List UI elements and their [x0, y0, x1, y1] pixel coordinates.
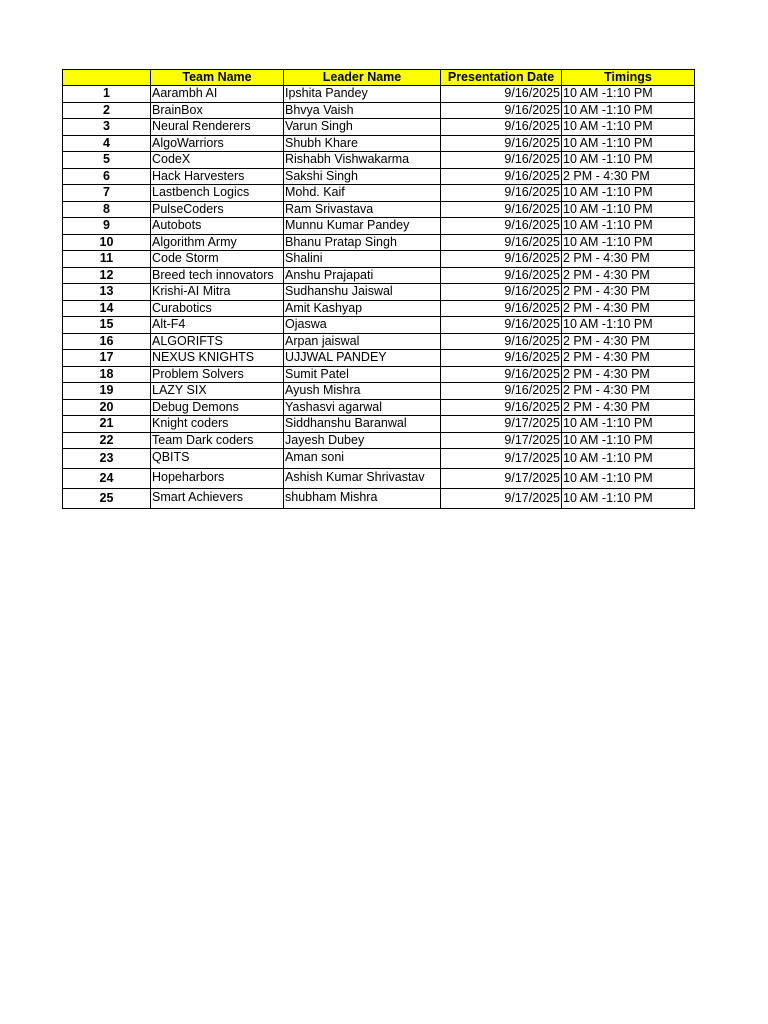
presentation-date-cell[interactable]: 9/16/2025	[441, 86, 562, 103]
row-number[interactable]: 20	[63, 399, 151, 416]
table-row	[63, 350, 695, 367]
timings-cell[interactable]: 2 PM - 4:30 PM	[562, 399, 695, 416]
timings-cell[interactable]: 10 AM -1:10 PM	[562, 135, 695, 152]
presentation-date-cell[interactable]: 9/16/2025	[441, 119, 562, 136]
row-number[interactable]: 6	[63, 168, 151, 185]
team-name-cell[interactable]: CodeX	[151, 152, 284, 169]
timings-cell[interactable]: 2 PM - 4:30 PM	[562, 284, 695, 301]
row-number[interactable]: 4	[63, 135, 151, 152]
team-name-cell[interactable]: NEXUS KNIGHTS	[151, 350, 284, 367]
timings-cell[interactable]: 10 AM -1:10 PM	[562, 489, 695, 509]
header-presentation-date[interactable]: Presentation Date	[441, 70, 562, 86]
leader-name-cell[interactable]: Shalini	[284, 251, 441, 268]
leader-name-cell[interactable]: Sumit Patel	[284, 366, 441, 383]
row-number[interactable]: 18	[63, 366, 151, 383]
presentation-date-cell[interactable]: 9/16/2025	[441, 267, 562, 284]
presentation-date-cell[interactable]: 9/16/2025	[441, 102, 562, 119]
team-name-cell[interactable]: Breed tech innovators	[151, 267, 284, 284]
team-name-cell[interactable]: BrainBox	[151, 102, 284, 119]
table-row	[63, 489, 695, 509]
timings-cell[interactable]: 10 AM -1:10 PM	[562, 449, 695, 469]
timings-cell[interactable]: 10 AM -1:10 PM	[562, 119, 695, 136]
team-name-cell[interactable]: Alt-F4	[151, 317, 284, 334]
header-timings[interactable]: Timings	[562, 70, 695, 86]
leader-name-cell[interactable]: Varun Singh	[284, 119, 441, 136]
header-team-name[interactable]: Team Name	[151, 70, 284, 86]
timings-cell[interactable]: 2 PM - 4:30 PM	[562, 350, 695, 367]
header-number[interactable]	[63, 70, 151, 86]
table-body	[63, 86, 695, 509]
leader-name-cell[interactable]: Rishabh Vishwakarma	[284, 152, 441, 169]
row-number[interactable]: 25	[63, 489, 151, 509]
row-number[interactable]: 10	[63, 234, 151, 251]
presentation-date-cell[interactable]: 9/16/2025	[441, 399, 562, 416]
leader-name-cell[interactable]: Sakshi Singh	[284, 168, 441, 185]
table-row	[63, 366, 695, 383]
row-number[interactable]: 15	[63, 317, 151, 334]
team-name-cell[interactable]: PulseCoders	[151, 201, 284, 218]
team-name-cell[interactable]: Problem Solvers	[151, 366, 284, 383]
leader-name-cell[interactable]: Aman soni	[284, 449, 441, 469]
timings-cell[interactable]: 10 AM -1:10 PM	[562, 416, 695, 433]
timings-cell[interactable]: 10 AM -1:10 PM	[562, 185, 695, 202]
leader-name-cell[interactable]: Munnu Kumar Pandey	[284, 218, 441, 235]
table-row	[63, 119, 695, 136]
timings-cell[interactable]: 10 AM -1:10 PM	[562, 86, 695, 103]
row-number[interactable]: 11	[63, 251, 151, 268]
row-number[interactable]: 7	[63, 185, 151, 202]
leader-name-cell[interactable]: Sudhanshu Jaiswal	[284, 284, 441, 301]
presentation-date-cell[interactable]: 9/17/2025	[441, 469, 562, 489]
leader-name-cell[interactable]: Siddhanshu Baranwal	[284, 416, 441, 433]
presentation-date-cell[interactable]: 9/16/2025	[441, 284, 562, 301]
presentation-date-cell[interactable]: 9/16/2025	[441, 218, 562, 235]
leader-name-cell[interactable]: Bhvya Vaish	[284, 102, 441, 119]
table-row	[63, 168, 695, 185]
presentation-date-cell[interactable]: 9/16/2025	[441, 300, 562, 317]
row-number[interactable]: 3	[63, 119, 151, 136]
team-name-cell[interactable]: Knight coders	[151, 416, 284, 433]
table-row	[63, 416, 695, 433]
presentation-date-cell[interactable]: 9/16/2025	[441, 234, 562, 251]
schedule-table	[62, 69, 695, 509]
team-name-cell[interactable]: Hopeharbors	[151, 469, 284, 489]
team-name-cell[interactable]: QBITS	[151, 449, 284, 469]
team-name-cell[interactable]: Autobots	[151, 218, 284, 235]
timings-cell[interactable]: 2 PM - 4:30 PM	[562, 267, 695, 284]
team-name-cell[interactable]: Team Dark coders	[151, 432, 284, 449]
table-row	[63, 399, 695, 416]
presentation-date-cell[interactable]: 9/16/2025	[441, 333, 562, 350]
leader-name-cell[interactable]: Jayesh Dubey	[284, 432, 441, 449]
timings-cell[interactable]: 10 AM -1:10 PM	[562, 234, 695, 251]
presentation-date-cell[interactable]: 9/16/2025	[441, 251, 562, 268]
table-row	[63, 102, 695, 119]
timings-cell[interactable]: 2 PM - 4:30 PM	[562, 366, 695, 383]
row-number[interactable]: 19	[63, 383, 151, 400]
presentation-date-cell[interactable]: 9/16/2025	[441, 185, 562, 202]
row-number[interactable]: 16	[63, 333, 151, 350]
timings-cell[interactable]: 2 PM - 4:30 PM	[562, 251, 695, 268]
table-row	[63, 152, 695, 169]
timings-cell[interactable]: 10 AM -1:10 PM	[562, 432, 695, 449]
header-leader-name[interactable]: Leader Name	[284, 70, 441, 86]
row-number[interactable]: 23	[63, 449, 151, 469]
timings-cell[interactable]: 10 AM -1:10 PM	[562, 317, 695, 334]
presentation-date-cell[interactable]: 9/16/2025	[441, 135, 562, 152]
row-number[interactable]: 21	[63, 416, 151, 433]
row-number[interactable]: 5	[63, 152, 151, 169]
presentation-date-cell[interactable]: 9/16/2025	[441, 168, 562, 185]
timings-cell[interactable]: 10 AM -1:10 PM	[562, 102, 695, 119]
presentation-date-cell[interactable]: 9/16/2025	[441, 383, 562, 400]
table-row	[63, 201, 695, 218]
team-name-cell[interactable]: Hack Harvesters	[151, 168, 284, 185]
timings-cell[interactable]: 10 AM -1:10 PM	[562, 201, 695, 218]
table-row	[63, 469, 695, 489]
table-row	[63, 383, 695, 400]
leader-name-cell[interactable]: Ram Srivastava	[284, 201, 441, 218]
team-name-cell[interactable]: AlgoWarriors	[151, 135, 284, 152]
leader-name-cell[interactable]: shubham Mishra	[284, 489, 441, 509]
table-row	[63, 284, 695, 301]
table-row	[63, 300, 695, 317]
presentation-date-cell[interactable]: 9/17/2025	[441, 432, 562, 449]
leader-name-cell[interactable]: Ipshita Pandey	[284, 86, 441, 103]
table-row	[63, 267, 695, 284]
leader-name-cell[interactable]: Mohd. Kaif	[284, 185, 441, 202]
team-name-cell[interactable]: Krishi-AI Mitra	[151, 284, 284, 301]
team-name-cell[interactable]: LAZY SIX	[151, 383, 284, 400]
table-row	[63, 333, 695, 350]
team-name-cell[interactable]: Lastbench Logics	[151, 185, 284, 202]
row-number[interactable]: 24	[63, 469, 151, 489]
timings-cell[interactable]: 2 PM - 4:30 PM	[562, 300, 695, 317]
leader-name-cell[interactable]: Yashasvi agarwal	[284, 399, 441, 416]
timings-cell[interactable]: 2 PM - 4:30 PM	[562, 333, 695, 350]
row-number[interactable]: 8	[63, 201, 151, 218]
row-number[interactable]: 14	[63, 300, 151, 317]
team-name-cell[interactable]: ALGORIFTS	[151, 333, 284, 350]
leader-name-cell[interactable]: Arpan jaiswal	[284, 333, 441, 350]
table-row	[63, 218, 695, 235]
timings-cell[interactable]: 10 AM -1:10 PM	[562, 218, 695, 235]
team-name-cell[interactable]: Neural Renderers	[151, 119, 284, 136]
row-number[interactable]: 9	[63, 218, 151, 235]
leader-name-cell[interactable]: Anshu Prajapati	[284, 267, 441, 284]
table-row	[63, 234, 695, 251]
table-row	[63, 185, 695, 202]
row-number[interactable]: 1	[63, 86, 151, 103]
row-number[interactable]: 12	[63, 267, 151, 284]
presentation-date-cell[interactable]: 9/16/2025	[441, 201, 562, 218]
presentation-date-cell[interactable]: 9/16/2025	[441, 152, 562, 169]
presentation-date-cell[interactable]: 9/17/2025	[441, 449, 562, 469]
timings-cell[interactable]: 10 AM -1:10 PM	[562, 152, 695, 169]
table-row	[63, 135, 695, 152]
table-row	[63, 317, 695, 334]
table-row	[63, 86, 695, 103]
leader-name-cell[interactable]: Ojaswa	[284, 317, 441, 334]
table-row	[63, 449, 695, 469]
timings-cell[interactable]: 2 PM - 4:30 PM	[562, 383, 695, 400]
presentation-date-cell[interactable]: 9/16/2025	[441, 317, 562, 334]
table-row	[63, 432, 695, 449]
team-name-cell[interactable]: Algorithm Army	[151, 234, 284, 251]
team-name-cell[interactable]: Smart Achievers	[151, 489, 284, 509]
leader-name-cell[interactable]: Shubh Khare	[284, 135, 441, 152]
team-name-cell[interactable]: Curabotics	[151, 300, 284, 317]
table-row	[63, 251, 695, 268]
leader-name-cell[interactable]: UJJWAL PANDEY	[284, 350, 441, 367]
team-name-cell[interactable]: Aarambh AI	[151, 86, 284, 103]
timings-cell[interactable]: 2 PM - 4:30 PM	[562, 168, 695, 185]
row-number[interactable]: 2	[63, 102, 151, 119]
presentation-date-cell[interactable]: 9/17/2025	[441, 489, 562, 509]
leader-name-cell[interactable]: Ashish Kumar Shrivastav	[284, 469, 441, 489]
header-row	[63, 70, 695, 86]
team-name-cell[interactable]: Debug Demons	[151, 399, 284, 416]
row-number[interactable]: 13	[63, 284, 151, 301]
timings-cell[interactable]: 10 AM -1:10 PM	[562, 469, 695, 489]
leader-name-cell[interactable]: Amit Kashyap	[284, 300, 441, 317]
leader-name-cell[interactable]: Ayush Mishra	[284, 383, 441, 400]
leader-name-cell[interactable]: Bhanu Pratap Singh	[284, 234, 441, 251]
presentation-date-cell[interactable]: 9/16/2025	[441, 350, 562, 367]
presentation-date-cell[interactable]: 9/17/2025	[441, 416, 562, 433]
row-number[interactable]: 17	[63, 350, 151, 367]
presentation-date-cell[interactable]: 9/16/2025	[441, 366, 562, 383]
team-name-cell[interactable]: Code Storm	[151, 251, 284, 268]
row-number[interactable]: 22	[63, 432, 151, 449]
